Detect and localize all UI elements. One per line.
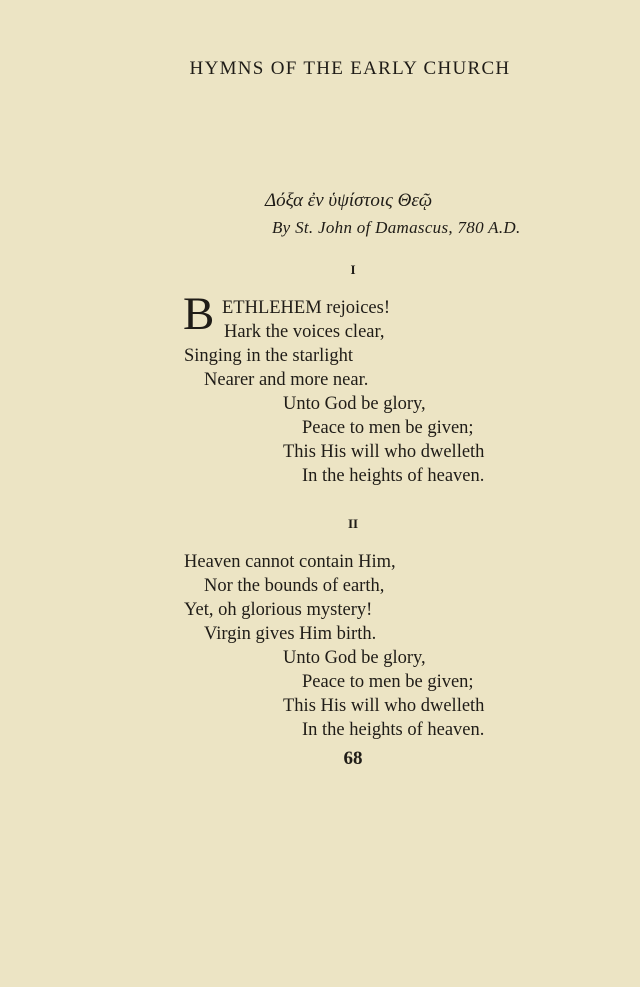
verse-line: Peace to men be given; <box>302 418 474 438</box>
page-number: 68 <box>343 748 363 769</box>
verse-line: Yet, oh glorious mystery! <box>184 600 373 620</box>
verse-line: Virgin gives Him birth. <box>204 624 377 644</box>
verse-line: Unto God be glory, <box>283 648 426 668</box>
greek-title: Δόξα ἐν ὑψίστοις Θεῷ <box>265 190 433 211</box>
verse-line: Unto God be glory, <box>283 394 426 414</box>
verse-line: Nearer and more near. <box>204 370 369 390</box>
stanza-numeral-2: II <box>347 516 359 531</box>
running-title: HYMNS OF THE EARLY CHURCH <box>189 58 511 79</box>
verse-line: In the heights of heaven. <box>302 466 485 486</box>
verse-line: Heaven cannot contain Him, <box>184 552 396 572</box>
hymn-attribution: By St. John of Damascus, 780 A.D. <box>272 218 521 237</box>
verse-line: ETHLEHEM rejoices! <box>222 298 390 318</box>
verse-line: Peace to men be given; <box>302 672 474 692</box>
stanza-numeral-1: I <box>350 262 356 277</box>
verse-line: This His will who dwelleth <box>283 442 485 462</box>
verse-line: This His will who dwelleth <box>283 696 485 716</box>
verse-line: In the heights of heaven. <box>302 720 485 740</box>
verse-line: Singing in the starlight <box>184 346 354 366</box>
verse-line: Hark the voices clear, <box>224 322 385 342</box>
verse-line: Nor the bounds of earth, <box>204 576 385 596</box>
drop-cap: B <box>183 288 215 340</box>
